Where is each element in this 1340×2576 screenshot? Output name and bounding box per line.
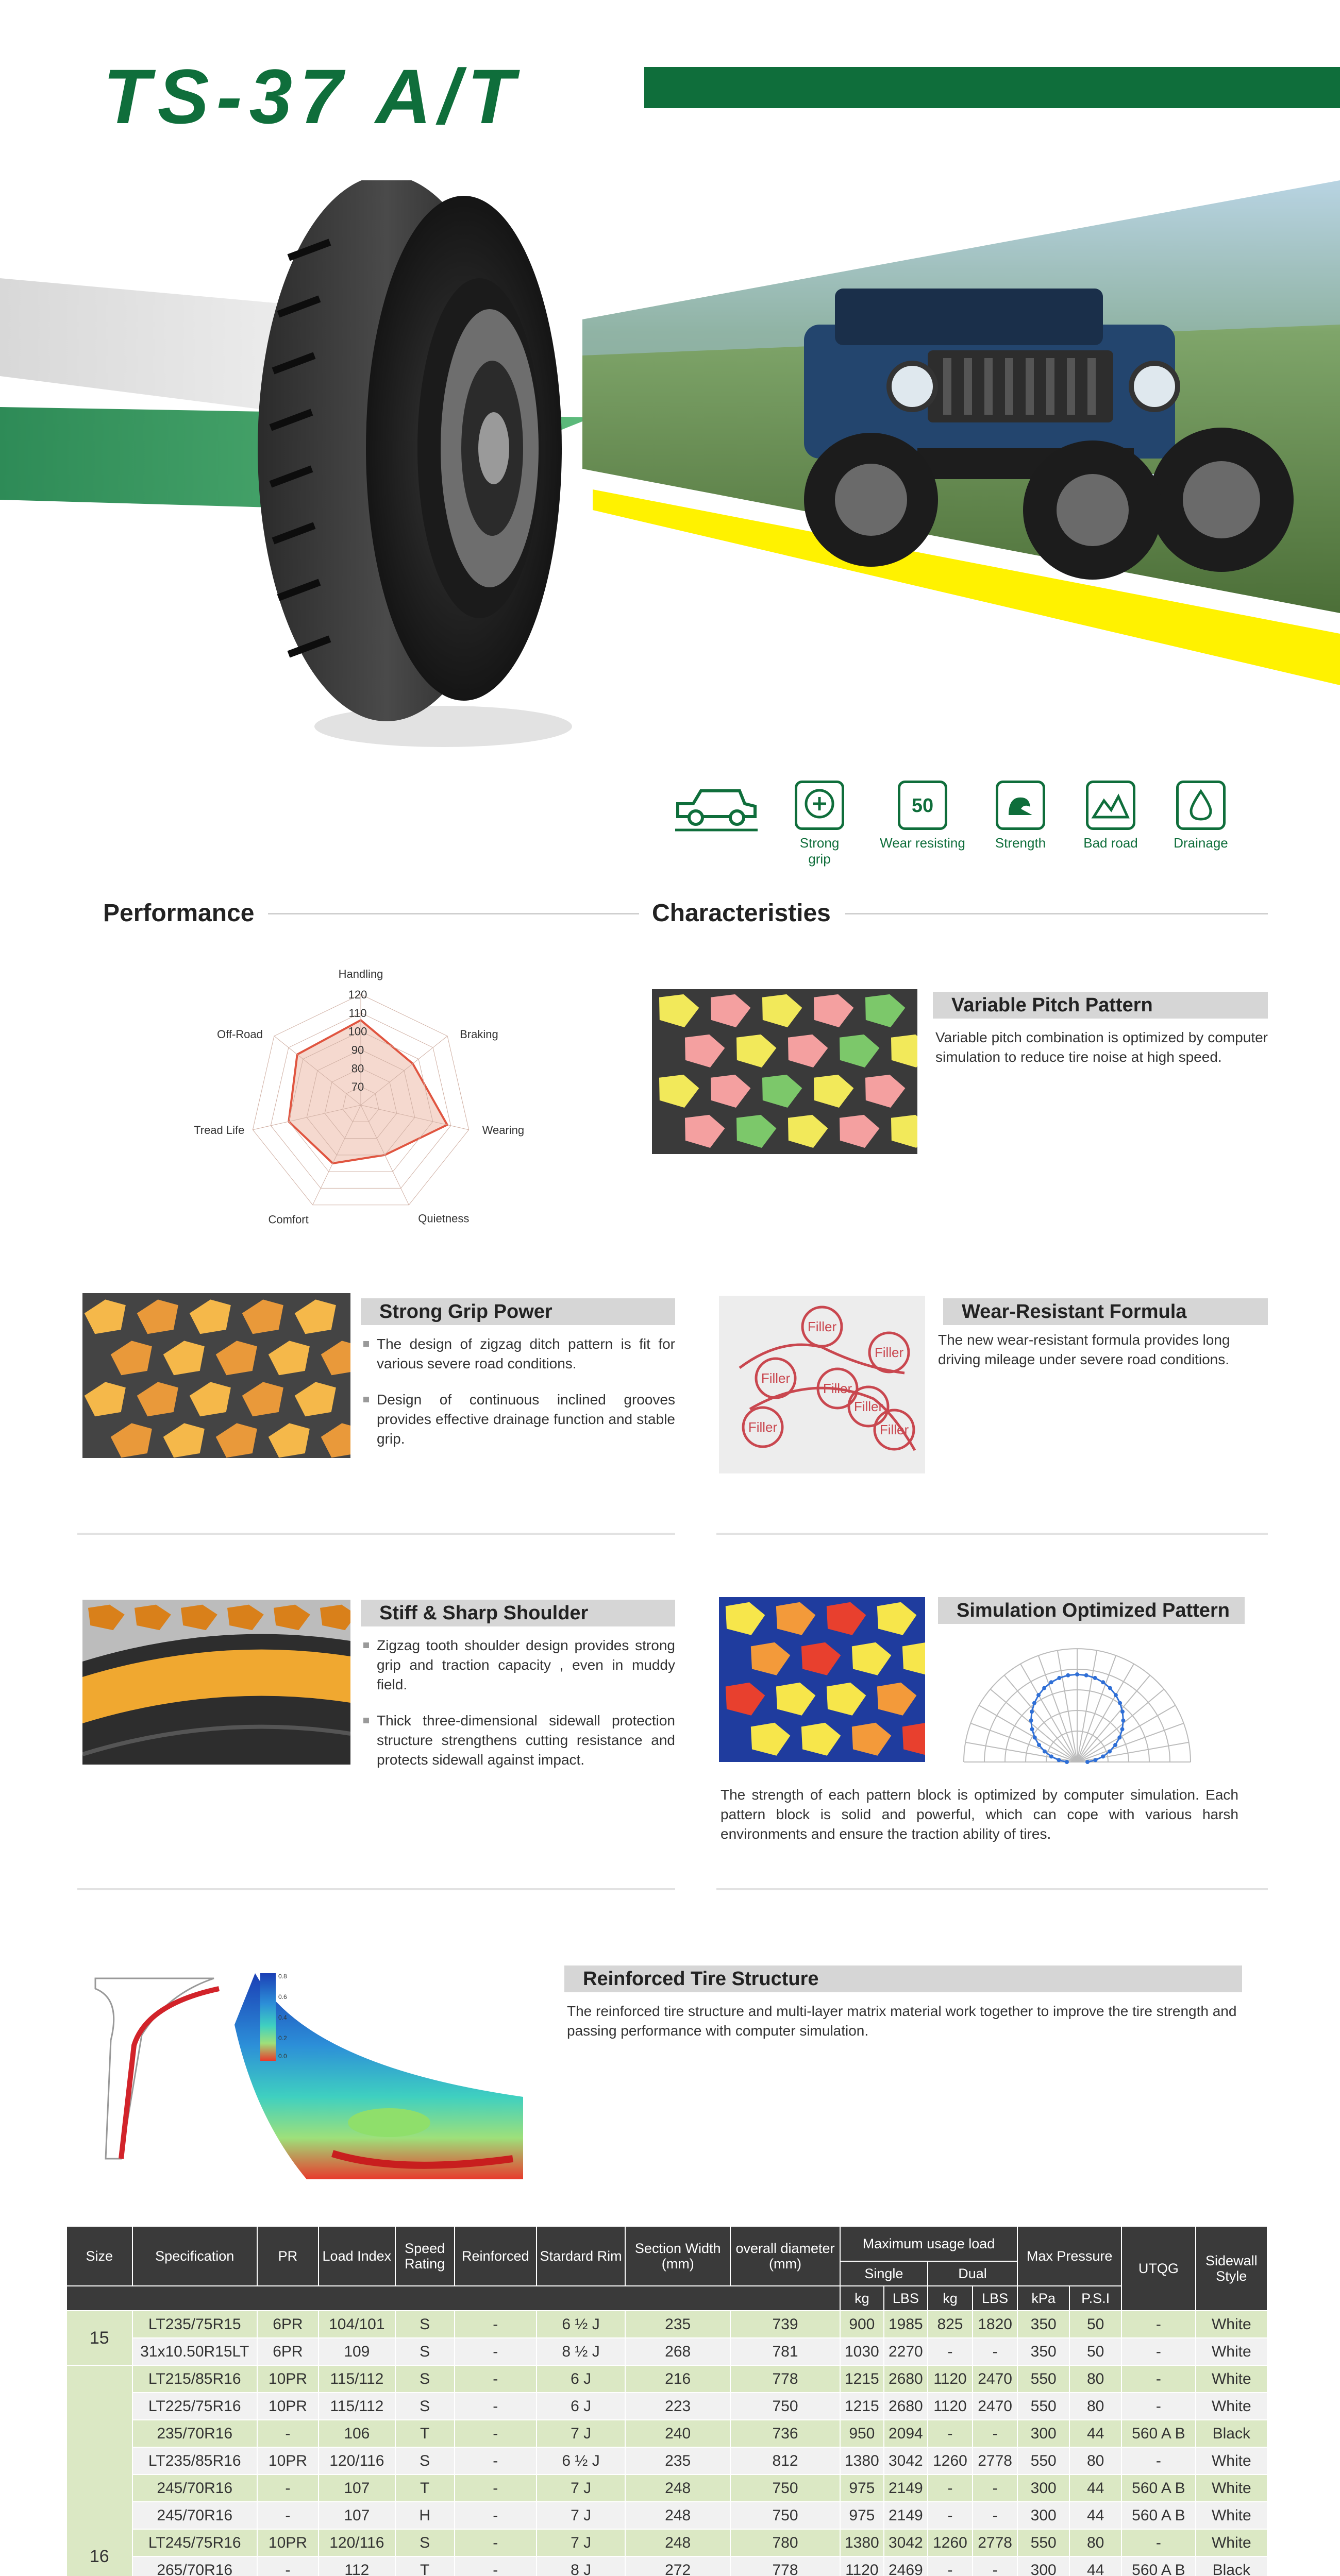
bullet-item: The design of zigzag ditch pattern is fit for various severe road conditions. — [363, 1334, 675, 1374]
table-cell: - — [928, 2420, 973, 2447]
table-cell: 248 — [625, 2502, 730, 2529]
table-cell: 112 — [319, 2556, 395, 2576]
table-row — [66, 2502, 1267, 2529]
svg-text:0.8: 0.8 — [278, 1973, 287, 1980]
feature-strength — [990, 781, 1051, 851]
table-cell: T — [395, 2475, 455, 2502]
table-cell: 550 — [1017, 2393, 1069, 2420]
table-cell: 245/70R16 — [132, 2475, 257, 2502]
table-cell: 1120 — [928, 2365, 973, 2393]
table-cell: 115/112 — [319, 2365, 395, 2393]
table-cell: 50 — [1069, 2311, 1121, 2338]
table-cell: 560 A B — [1121, 2502, 1195, 2529]
table-cell: LT235/75R15 — [132, 2311, 257, 2338]
table-cell: 778 — [730, 2556, 840, 2576]
filler-label: Filler — [874, 1345, 904, 1360]
table-cell: 1215 — [840, 2365, 884, 2393]
characteristics-title: Characteristies — [652, 900, 831, 927]
table-row — [66, 2311, 1267, 2338]
feature-label: Strength — [995, 835, 1046, 851]
table-cell: 223 — [625, 2393, 730, 2420]
performance-title: Performance — [103, 900, 255, 927]
table-row — [66, 2475, 1267, 2502]
suv-icon — [673, 781, 760, 832]
table-cell: White — [1196, 2502, 1267, 2529]
table-cell: 7 J — [537, 2502, 625, 2529]
divider — [716, 1888, 1268, 1890]
radar-scale-label: 100 — [348, 1025, 367, 1038]
table-row — [66, 2529, 1267, 2556]
table-cell: 8 J — [537, 2556, 625, 2576]
svg-text:0.0: 0.0 — [278, 2053, 287, 2060]
table-cell: 2149 — [884, 2502, 928, 2529]
hero-banner — [0, 180, 1340, 773]
table-cell: 750 — [730, 2475, 840, 2502]
feature-label: Wear resisting — [880, 835, 965, 851]
table-cell: - — [1121, 2447, 1195, 2475]
table-cell: 750 — [730, 2502, 840, 2529]
filler-label: Filler — [879, 1422, 909, 1437]
table-cell: - — [455, 2502, 537, 2529]
table-cell: 350 — [1017, 2338, 1069, 2365]
table-cell: - — [928, 2556, 973, 2576]
table-cell: - — [1121, 2338, 1195, 2365]
table-cell: - — [257, 2502, 319, 2529]
col-max-load: Maximum usage load — [840, 2226, 1017, 2261]
table-cell: - — [455, 2393, 537, 2420]
table-cell: 2470 — [973, 2393, 1017, 2420]
header-spacer — [66, 2286, 840, 2311]
table-cell: - — [257, 2420, 319, 2447]
table-cell: 739 — [730, 2311, 840, 2338]
table-row — [66, 2393, 1267, 2420]
table-cell: White — [1196, 2365, 1267, 2393]
table-cell: - — [973, 2420, 1017, 2447]
table-cell: 550 — [1017, 2365, 1069, 2393]
tire-product-image — [258, 180, 572, 747]
table-cell: 736 — [730, 2420, 840, 2447]
radar-axis-label: Comfort — [268, 1213, 309, 1226]
table-cell: 550 — [1017, 2529, 1069, 2556]
table-cell: 7 J — [537, 2475, 625, 2502]
table-cell: 272 — [625, 2556, 730, 2576]
table-cell: 300 — [1017, 2420, 1069, 2447]
table-cell: 2680 — [884, 2393, 928, 2420]
bullet-item: Thick three-dimensional sidewall protection structure strengthens cutting resistance and protects sidewall against impact. — [363, 1711, 675, 1770]
divider — [77, 1888, 675, 1890]
table-cell: S — [395, 2447, 455, 2475]
performance-radar-chart — [165, 943, 598, 1242]
table-cell: LT225/75R16 — [132, 2393, 257, 2420]
strong-grip-image — [82, 1293, 350, 1458]
svg-text:0.2: 0.2 — [278, 2035, 287, 2042]
table-cell: 560 A B — [1121, 2556, 1195, 2576]
wear-resistant-text: The new wear-resistant formula provides long driving mileage under severe road conditions. — [938, 1332, 1230, 1367]
table-cell: 2149 — [884, 2475, 928, 2502]
table-cell: 2094 — [884, 2420, 928, 2447]
simulation-text: The strength of each pattern block is optimized by computer simulation. Each pattern block is solid and powerful, which can cope with various harsh environments and ensure the traction ability of tires. — [721, 1787, 1238, 1842]
table-cell: - — [1121, 2365, 1195, 2393]
table-cell: 31x10.50R15LT — [132, 2338, 257, 2365]
table-cell: 300 — [1017, 2502, 1069, 2529]
table-cell: - — [973, 2475, 1017, 2502]
table-cell: White — [1196, 2338, 1267, 2365]
table-row — [66, 2447, 1267, 2475]
table-cell: White — [1196, 2311, 1267, 2338]
col-reinforced: Reinforced — [455, 2226, 537, 2286]
table-cell: 2778 — [973, 2447, 1017, 2475]
table-cell: 1260 — [928, 2529, 973, 2556]
table-cell: 7 J — [537, 2420, 625, 2447]
size-group-cell: 15 — [66, 2311, 132, 2365]
table-cell: 2470 — [973, 2365, 1017, 2393]
radar-scale-label: 70 — [351, 1080, 364, 1094]
table-cell: 560 A B — [1121, 2420, 1195, 2447]
performance-rule — [268, 913, 639, 914]
table-cell: 900 — [840, 2311, 884, 2338]
table-cell: 10PR — [257, 2529, 319, 2556]
table-cell: 1820 — [973, 2311, 1017, 2338]
table-cell: 120/116 — [319, 2529, 395, 2556]
reinforced-text: The reinforced tire structure and multi-layer matrix material work together to improve the tire strength and passing performance with computer simulation. — [567, 2003, 1237, 2039]
table-cell: LT245/75R16 — [132, 2529, 257, 2556]
table-cell: 300 — [1017, 2556, 1069, 2576]
table-cell: 107 — [319, 2475, 395, 2502]
bullet-item: Design of continuous inclined grooves provides effective drainage function and stable grip. — [363, 1390, 675, 1449]
drainage-icon — [1176, 781, 1226, 830]
table-row — [66, 2556, 1267, 2576]
table-cell: - — [257, 2556, 319, 2576]
table-cell: 1120 — [840, 2556, 884, 2576]
table-cell: - — [455, 2311, 537, 2338]
table-cell: 104/101 — [319, 2311, 395, 2338]
filler-label: Filler — [823, 1381, 852, 1396]
col-psi: P.S.I — [1069, 2286, 1121, 2311]
bullet-item: Zigzag tooth shoulder design provides strong grip and traction capacity , even in muddy field. — [363, 1636, 675, 1694]
table-cell: 106 — [319, 2420, 395, 2447]
feature-label: Drainage — [1174, 835, 1228, 851]
table-cell: - — [1121, 2529, 1195, 2556]
table-cell: - — [1121, 2311, 1195, 2338]
table-cell: 750 — [730, 2393, 840, 2420]
table-cell: Black — [1196, 2556, 1267, 2576]
table-cell: 268 — [625, 2338, 730, 2365]
stiff-shoulder-text — [363, 1636, 675, 1786]
table-cell: 300 — [1017, 2475, 1069, 2502]
variable-pitch-title: Variable Pitch Pattern — [933, 992, 1268, 1019]
col-dual-lbs: LBS — [973, 2286, 1017, 2311]
col-sidewall: Sidewall Style — [1196, 2226, 1267, 2311]
table-cell: S — [395, 2393, 455, 2420]
table-cell: 80 — [1069, 2529, 1121, 2556]
table-cell: - — [973, 2338, 1017, 2365]
table-cell: - — [257, 2475, 319, 2502]
table-cell: 115/112 — [319, 2393, 395, 2420]
feature-strong-grip — [789, 781, 850, 867]
stiff-shoulder-image — [82, 1600, 350, 1765]
table-cell: S — [395, 2311, 455, 2338]
table-cell: 1985 — [884, 2311, 928, 2338]
table-cell: H — [395, 2502, 455, 2529]
table-cell: 1215 — [840, 2393, 884, 2420]
feature-drainage — [1170, 781, 1232, 851]
table-cell: 216 — [625, 2365, 730, 2393]
table-cell: - — [928, 2338, 973, 2365]
table-cell: 812 — [730, 2447, 840, 2475]
table-cell: 6 J — [537, 2365, 625, 2393]
col-max-pressure: Max Pressure — [1017, 2226, 1121, 2286]
table-cell: 10PR — [257, 2393, 319, 2420]
radar-axis-label: Handling — [338, 968, 383, 980]
table-cell: 7 J — [537, 2529, 625, 2556]
table-cell: LT235/85R16 — [132, 2447, 257, 2475]
page-title: TS-37 A/T — [103, 53, 522, 140]
table-cell: LT215/85R16 — [132, 2365, 257, 2393]
table-cell: 975 — [840, 2502, 884, 2529]
stiff-shoulder-title: Stiff & Sharp Shoulder — [361, 1600, 675, 1626]
simulation-title: Simulation Optimized Pattern — [938, 1597, 1245, 1624]
table-cell: 44 — [1069, 2556, 1121, 2576]
radar-axis-label: Quietness — [418, 1212, 470, 1225]
table-cell: 6PR — [257, 2338, 319, 2365]
table-cell: 235 — [625, 2311, 730, 2338]
col-utqg: UTQG — [1121, 2226, 1195, 2311]
simulation-polar-plot — [943, 1633, 1211, 1767]
filler-label: Filler — [807, 1319, 837, 1334]
table-cell: 265/70R16 — [132, 2556, 257, 2576]
table-cell: 550 — [1017, 2447, 1069, 2475]
feature-label: Strong grip — [799, 835, 840, 867]
table-cell: 248 — [625, 2529, 730, 2556]
table-cell: 120/116 — [319, 2447, 395, 2475]
table-cell: White — [1196, 2447, 1267, 2475]
table-cell: 6PR — [257, 2311, 319, 2338]
table-cell: 1380 — [840, 2447, 884, 2475]
table-cell: - — [455, 2556, 537, 2576]
table-cell: 2270 — [884, 2338, 928, 2365]
variable-pitch-image — [652, 989, 917, 1154]
table-cell: White — [1196, 2529, 1267, 2556]
table-row — [66, 2338, 1267, 2365]
table-cell: 107 — [319, 2502, 395, 2529]
col-kpa: kPa — [1017, 2286, 1069, 2311]
wear-resistant-title: Wear-Resistant Formula — [943, 1298, 1268, 1325]
table-cell: 2469 — [884, 2556, 928, 2576]
title-bar — [644, 67, 1340, 108]
table-cell: 2778 — [973, 2529, 1017, 2556]
col-load-index: Load Index — [319, 2226, 395, 2286]
radar-scale-label: 80 — [351, 1062, 364, 1075]
strong-grip-text — [363, 1334, 675, 1465]
table-cell: 3042 — [884, 2447, 928, 2475]
strength-icon — [996, 781, 1045, 830]
filler-label: Filler — [748, 1419, 778, 1435]
table-cell: - — [455, 2447, 537, 2475]
table-cell: 1380 — [840, 2529, 884, 2556]
spec-table — [66, 2226, 1268, 2576]
col-dual: Dual — [928, 2261, 1017, 2286]
table-cell: 109 — [319, 2338, 395, 2365]
table-cell: 350 — [1017, 2311, 1069, 2338]
table-cell: 8 ½ J — [537, 2338, 625, 2365]
table-cell: 560 A B — [1121, 2475, 1195, 2502]
table-cell: 781 — [730, 2338, 840, 2365]
col-size: Size — [66, 2226, 132, 2286]
filler-label: Filler — [853, 1399, 883, 1414]
table-cell: 825 — [928, 2311, 973, 2338]
table-cell: - — [973, 2556, 1017, 2576]
table-cell: 50 — [1069, 2338, 1121, 2365]
table-cell: 6 ½ J — [537, 2311, 625, 2338]
table-cell: 10PR — [257, 2447, 319, 2475]
wear-resisting-icon — [898, 781, 947, 830]
table-cell: - — [928, 2475, 973, 2502]
table-row — [66, 2365, 1267, 2393]
col-width: Section Width (mm) — [625, 2226, 730, 2286]
table-cell: 248 — [625, 2475, 730, 2502]
table-cell: T — [395, 2556, 455, 2576]
table-cell: 80 — [1069, 2393, 1121, 2420]
table-cell: 235/70R16 — [132, 2420, 257, 2447]
col-dual-kg: kg — [928, 2286, 973, 2311]
table-cell: 44 — [1069, 2420, 1121, 2447]
size-group-cell: 16 — [66, 2365, 132, 2576]
radar-axis-label: Off-Road — [217, 1027, 263, 1041]
feature-bad-road — [1080, 781, 1142, 851]
table-cell: 778 — [730, 2365, 840, 2393]
table-cell: - — [455, 2529, 537, 2556]
filler-label: Filler — [761, 1370, 791, 1386]
table-cell: Black — [1196, 2420, 1267, 2447]
table-cell: - — [973, 2502, 1017, 2529]
table-cell: 235 — [625, 2447, 730, 2475]
table-cell: - — [455, 2475, 537, 2502]
col-single: Single — [840, 2261, 928, 2286]
table-cell: - — [455, 2365, 537, 2393]
feature-wear-resisting — [879, 781, 966, 851]
bad-road-icon — [1086, 781, 1135, 830]
table-cell: 2680 — [884, 2365, 928, 2393]
table-cell: 6 J — [537, 2393, 625, 2420]
table-cell: S — [395, 2338, 455, 2365]
col-speed: Speed Rating — [395, 2226, 455, 2286]
table-cell: S — [395, 2365, 455, 2393]
table-cell: - — [1121, 2393, 1195, 2420]
radar-axis-label: Braking — [460, 1027, 498, 1041]
table-cell: White — [1196, 2393, 1267, 2420]
svg-text:0.4: 0.4 — [278, 2014, 287, 2021]
table-cell: 80 — [1069, 2365, 1121, 2393]
table-cell: 44 — [1069, 2475, 1121, 2502]
table-cell: S — [395, 2529, 455, 2556]
radar-scale-label: 90 — [351, 1043, 364, 1057]
table-cell: - — [928, 2502, 973, 2529]
strong-grip-icon — [795, 781, 844, 830]
reinforced-title: Reinforced Tire Structure — [564, 1965, 1242, 1992]
table-cell: 950 — [840, 2420, 884, 2447]
variable-pitch-text: Variable pitch combination is optimized by computer simulation to reduce tire noise at high speed. — [935, 1029, 1268, 1065]
strong-grip-title: Strong Grip Power — [361, 1298, 675, 1325]
reinforced-structure-image — [90, 1963, 533, 2179]
svg-text:0.6: 0.6 — [278, 1993, 287, 2001]
simulation-pattern-image — [719, 1597, 925, 1762]
col-diameter: overall diameter (mm) — [730, 2226, 840, 2286]
radar-axis-label: Tread Life — [194, 1123, 245, 1137]
col-single-kg: kg — [840, 2286, 884, 2311]
table-cell: - — [455, 2338, 537, 2365]
table-cell: 240 — [625, 2420, 730, 2447]
feature-suv — [670, 781, 763, 836]
table-cell: - — [455, 2420, 537, 2447]
table-row — [66, 2420, 1267, 2447]
table-cell: 10PR — [257, 2365, 319, 2393]
table-cell: 44 — [1069, 2502, 1121, 2529]
wear-resistant-formula-image — [719, 1296, 925, 1473]
characteristics-rule — [845, 913, 1268, 914]
radar-axis-label: Wearing — [482, 1123, 525, 1137]
table-cell: 245/70R16 — [132, 2502, 257, 2529]
col-rim: Stardard Rim — [537, 2226, 625, 2286]
table-cell: 80 — [1069, 2447, 1121, 2475]
table-cell: 975 — [840, 2475, 884, 2502]
svg-text:50: 50 — [911, 795, 934, 817]
radar-scale-label: 110 — [348, 1006, 367, 1020]
feature-label: Bad road — [1083, 835, 1138, 851]
col-single-lbs: LBS — [884, 2286, 928, 2311]
col-spec: Specification — [132, 2226, 257, 2286]
divider — [77, 1533, 675, 1535]
table-cell: 1120 — [928, 2393, 973, 2420]
radar-scale-label: 120 — [348, 988, 367, 1001]
table-cell: 6 ½ J — [537, 2447, 625, 2475]
col-pr: PR — [257, 2226, 319, 2286]
divider — [716, 1533, 1268, 1535]
table-cell: 1260 — [928, 2447, 973, 2475]
table-cell: 1030 — [840, 2338, 884, 2365]
table-cell: White — [1196, 2475, 1267, 2502]
table-cell: 780 — [730, 2529, 840, 2556]
table-cell: 3042 — [884, 2529, 928, 2556]
table-cell: T — [395, 2420, 455, 2447]
